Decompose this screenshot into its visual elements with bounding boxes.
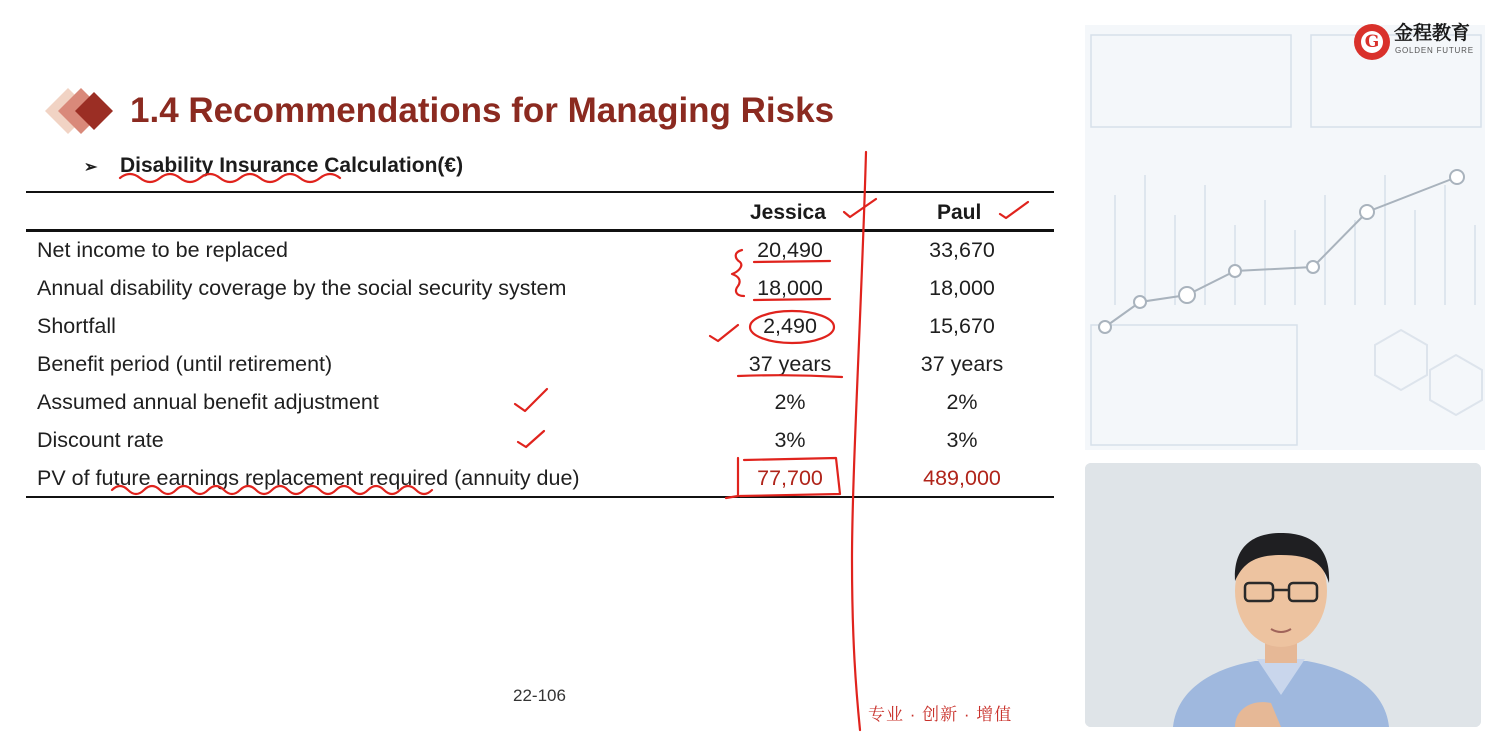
- table-row: [0, 421, 1060, 459]
- slogan: 专业 · 创新 · 增值: [868, 705, 1013, 724]
- paul-value: 15,670: [929, 314, 995, 338]
- table-bottom-rule: [26, 496, 1054, 498]
- table-row: [0, 269, 1060, 307]
- paul-value: 18,000: [929, 276, 995, 300]
- row-label: Discount rate: [37, 428, 164, 452]
- table-row: [0, 459, 1060, 497]
- jessica-value: 20,490: [757, 238, 823, 262]
- section-subtitle: [84, 152, 463, 182]
- table-row: [0, 307, 1060, 345]
- brand-logo: [1354, 22, 1486, 62]
- side-panel: [1085, 0, 1500, 750]
- jessica-value: 18,000: [757, 276, 823, 300]
- slide-title: 1.4 Recommendations for Managing Risks: [130, 91, 835, 130]
- jessica-value: 2,490: [763, 314, 817, 338]
- paul-value: 37 years: [920, 352, 1004, 376]
- background-chart-graphic: [1085, 25, 1485, 450]
- jessica-value: 3%: [774, 428, 806, 452]
- logo-chinese-name: 金程教育: [1394, 23, 1471, 44]
- check-mark-icon: [1000, 202, 1028, 218]
- row-label: Shortfall: [37, 314, 116, 338]
- logo-mark-icon: G: [1354, 24, 1390, 60]
- subtitle-text: Disability Insurance Calculation(€): [120, 154, 464, 177]
- table-row: [0, 231, 1060, 269]
- presenter-avatar: [1085, 463, 1481, 727]
- row-label: PV of future earnings replacement required (annuity due): [37, 466, 580, 490]
- jessica-value: 77,700: [757, 466, 823, 490]
- column-header-paul: Paul: [937, 201, 982, 224]
- table-top-rule: [26, 191, 1054, 193]
- paul-value: 489,000: [923, 466, 1001, 490]
- jessica-value: 37 years: [748, 352, 832, 376]
- paul-value: 3%: [946, 428, 978, 452]
- presenter-video: [1085, 463, 1481, 727]
- table-row: [0, 383, 1060, 421]
- paul-value: 2%: [946, 390, 978, 414]
- title-diamonds-icon: [44, 88, 124, 134]
- bullet-arrow-icon: ➢: [84, 159, 98, 176]
- logo-english-name: GOLDEN FUTURE: [1395, 46, 1474, 55]
- table-row: [0, 345, 1060, 383]
- row-label: Net income to be replaced: [37, 238, 288, 262]
- paul-value: 33,670: [929, 238, 995, 262]
- column-header-jessica: Jessica: [750, 201, 826, 224]
- row-label: Benefit period (until retirement): [37, 352, 333, 376]
- jessica-value: 2%: [774, 390, 806, 414]
- page-number: 22-106: [513, 686, 566, 705]
- row-label: Annual disability coverage by the social security system: [37, 276, 567, 300]
- row-label: Assumed annual benefit adjustment: [37, 390, 379, 414]
- check-mark-icon: [844, 199, 876, 217]
